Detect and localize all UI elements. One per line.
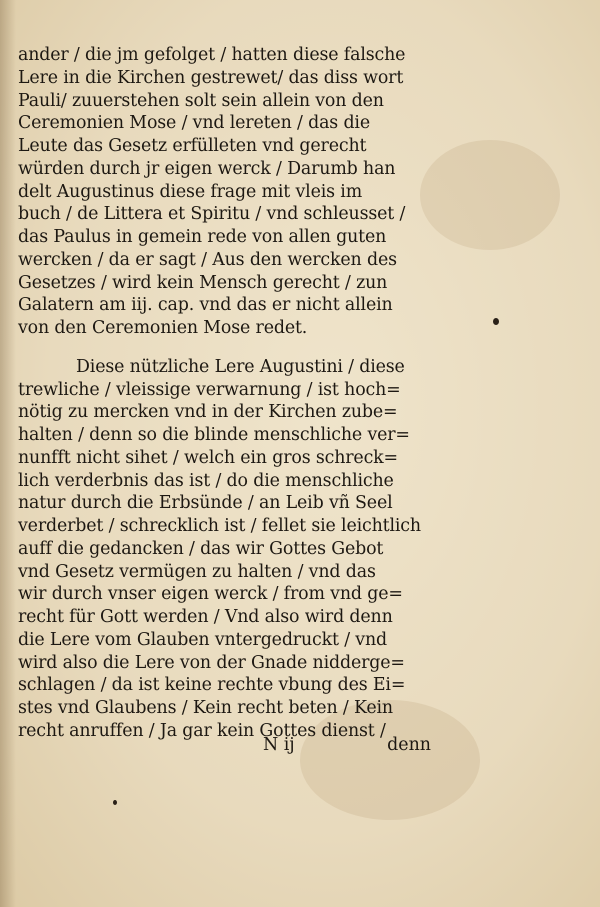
text-line: wir durch vnser eigen werck / from vnd ge=	[18, 584, 403, 605]
text-line: trewliche / vleissige verwarnung / ist hoch=	[18, 379, 401, 400]
text-line: Gesetzes / wird kein Mensch gerecht / zun	[18, 272, 388, 293]
text-line: Galatern am iij. cap. vnd das er nicht allein	[18, 295, 393, 316]
text-line: Lere in die Kirchen gestrewet/ das diss wort	[18, 67, 404, 88]
text-line: Diese nützliche Lere Augustini / diese	[76, 356, 405, 377]
paragraph-gap	[18, 340, 433, 356]
text-line: nötig zu mercken vnd in der Kirchen zube=	[18, 402, 398, 423]
text-line: recht für Gott werden / Vnd also wird denn	[18, 607, 393, 627]
text-line: verderbet / schrecklich ist / fellet sie leichtlich	[18, 516, 421, 536]
page-footer	[18, 735, 433, 759]
text-block	[18, 44, 433, 743]
text-line: halten / denn so die blinde menschliche ver=	[18, 425, 410, 445]
paragraph-1	[18, 44, 433, 340]
text-line: stes vnd Glaubens / Kein recht beten / Kein	[18, 698, 393, 718]
text-line: schlagen / da ist keine rechte vbung des Ei=	[18, 675, 406, 696]
paragraph-2	[18, 356, 433, 743]
text-line: buch / de Littera et Spiritu / vnd schleusset /	[18, 204, 406, 225]
ink-speck	[493, 318, 499, 325]
text-line: das Paulus in gemein rede von allen guten	[18, 227, 387, 247]
text-line: Leute das Gesetz erfülleten vnd gerecht	[18, 136, 367, 156]
text-line: Pauli/ zuuerstehen solt sein allein von den	[18, 90, 384, 111]
binding-shadow	[0, 0, 16, 907]
text-line: lich verderbnis das ist / do die menschliche	[18, 470, 394, 491]
text-line: wird also die Lere von der Gnade nidderge=	[18, 652, 405, 673]
text-line: würden durch jr eigen werck / Darumb han	[18, 158, 396, 179]
text-line: natur durch die Erbsünde / an Leib vñ Seel	[18, 493, 393, 514]
text-line: nunfft nicht sihet / welch ein gros schreck=	[18, 447, 398, 468]
paper-stain	[420, 140, 560, 250]
text-line: recht anruffen / Ja gar kein Gottes dienst /	[18, 720, 386, 741]
text-line: vnd Gesetz vermügen zu halten / vnd das	[18, 561, 376, 582]
text-line: auff die gedancken / das wir Gottes Gebot	[18, 538, 384, 559]
ink-speck	[113, 800, 117, 805]
text-line: delt Augustinus diese frage mit vleis im	[18, 181, 363, 202]
text-line: die Lere vom Glauben vntergedruckt / vnd	[18, 629, 388, 650]
text-line: von den Ceremonien Mose redet.	[18, 318, 308, 338]
text-line: wercken / da er sagt / Aus den wercken des	[18, 249, 397, 270]
text-line: ander / die jm gefolget / hatten diese falsche	[18, 45, 406, 65]
text-line: Ceremonien Mose / vnd lereten / das die	[18, 113, 370, 134]
catchword: denn	[387, 735, 431, 755]
signature-mark: N ij	[263, 735, 295, 755]
